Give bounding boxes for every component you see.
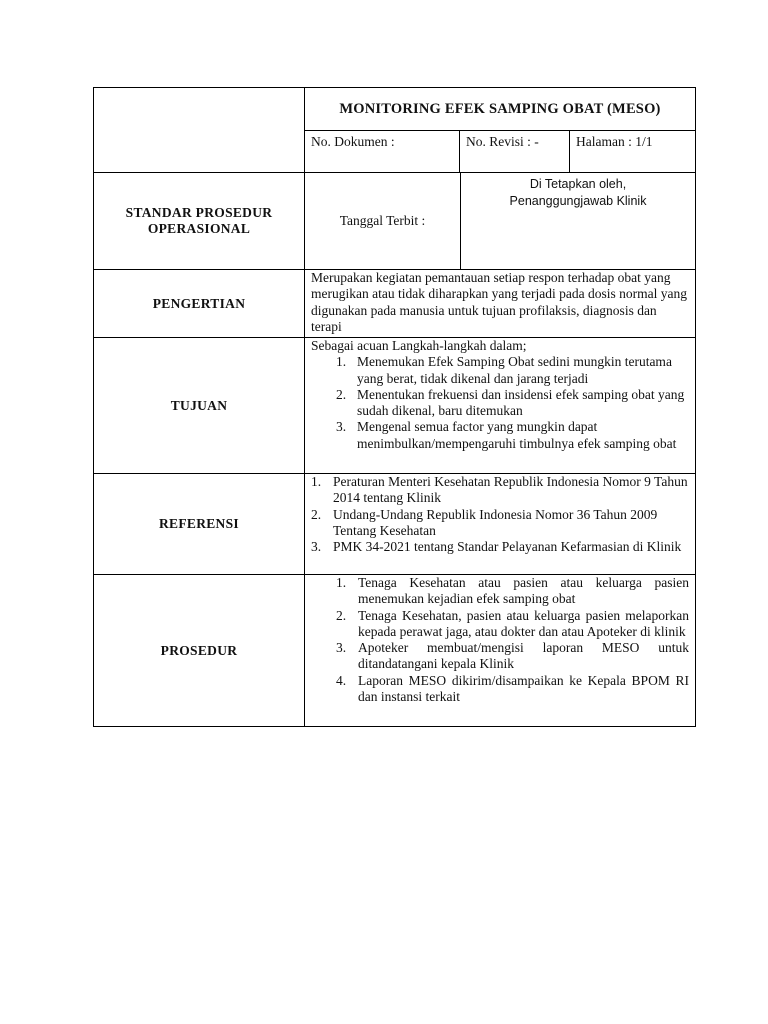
tujuan-cell — [305, 338, 695, 473]
list-text: Peraturan Menteri Kesehatan Republik Indonesia Nomor 9 Tahun 2014 tentang Klinik — [333, 474, 688, 506]
header-cell — [305, 88, 695, 172]
tanggal-terbit: Tanggal Terbit : — [305, 173, 461, 269]
ditetapkan-oleh — [461, 173, 695, 269]
sop-label-line1: STANDAR PROSEDUR — [125, 205, 273, 220]
document-meta — [305, 131, 695, 172]
prosedur-cell — [305, 575, 695, 726]
list-item — [311, 539, 689, 555]
prosedur-row — [94, 574, 695, 726]
referensi-cell — [305, 474, 695, 574]
list-item — [311, 419, 689, 452]
list-text: Apoteker membuat/mengisi laporan MESO untuk ditandatangani kepala Klinik — [358, 640, 689, 672]
referensi-label: REFERENSI — [94, 474, 305, 574]
sop-label-line2: OPERASIONAL — [147, 221, 251, 236]
list-number: 3. — [336, 640, 347, 656]
list-number: 1. — [336, 354, 347, 370]
list-number: 2. — [336, 386, 347, 402]
tujuan-list — [311, 354, 689, 452]
logo-cell — [94, 88, 305, 172]
sop-cell — [305, 173, 695, 269]
list-text: Menentukan frekuensi dan insidensi efek samping obat yang sudah dikenal, baru ditemukan — [357, 386, 685, 419]
prosedur-label: PROSEDUR — [94, 575, 305, 726]
list-item — [311, 474, 689, 507]
list-number: 1. — [311, 474, 322, 489]
sop-table — [93, 87, 696, 727]
list-item — [311, 673, 689, 706]
pengertian-label: PENGERTIAN — [94, 270, 305, 337]
tujuan-row — [94, 337, 695, 473]
list-number: 1. — [336, 575, 347, 590]
tujuan-label: TUJUAN — [94, 338, 305, 473]
referensi-list — [311, 474, 689, 555]
no-revisi: No. Revisi : - — [460, 131, 570, 172]
sop-label — [94, 173, 305, 269]
ditetapkan-line2: Penanggungjawab Klinik — [509, 194, 647, 208]
list-number: 2. — [336, 607, 347, 623]
list-item — [311, 387, 689, 420]
list-text: Mengenal semua factor yang mungkin dapat menimbulkan/mempengaruhi timbulnya efek samping obat — [357, 419, 677, 451]
list-item — [311, 640, 689, 673]
list-number: 3. — [311, 539, 322, 555]
list-text: Laporan MESO dikirim/disampaikan ke Kepala BPOM RI dan instansi terkait — [358, 672, 689, 705]
list-item — [311, 507, 689, 540]
list-text: Undang-Undang Republik Indonesia Nomor 36 Tahun 2009 Tentang Kesehatan — [333, 506, 658, 538]
referensi-row — [94, 473, 695, 574]
list-item — [311, 608, 689, 641]
list-text: PMK 34-2021 tentang Standar Pelayanan Kefarmasian di Klinik — [333, 539, 682, 555]
list-text: Tenaga Kesehatan atau pasien atau keluarga pasien menemukan kejadian efek samping obat — [358, 575, 689, 607]
list-text: Menemukan Efek Samping Obat sedini mungkin terutama yang berat, tidak dikenal dan jarang terjadi — [357, 354, 672, 386]
header-row — [94, 88, 695, 172]
list-item — [311, 575, 689, 608]
list-item — [311, 354, 689, 387]
list-text: Tenaga Kesehatan, pasien atau keluarga pasien melaporkan kepada perawat jaga, atau dokter dan atau Apoteker di klinik — [358, 607, 689, 639]
prosedur-list — [311, 575, 689, 705]
pengertian-text: Merupakan kegiatan pemantauan setiap respon terhadap obat yang merugikan atau tidak diharapkan yang terjadi pada dosis normal yang digunakan pada manusia untuk tujuan profilaksis, diagnosis dan terapi — [311, 270, 688, 334]
no-dokumen: No. Dokumen : — [305, 131, 460, 172]
list-number: 4. — [336, 672, 347, 688]
tujuan-intro: Sebagai acuan Langkah-langkah dalam; — [311, 338, 527, 353]
document-title: MONITORING EFEK SAMPING OBAT (MESO) — [305, 88, 695, 131]
list-number: 2. — [311, 506, 322, 522]
list-number: 3. — [336, 419, 347, 435]
pengertian-row — [94, 269, 695, 337]
halaman: Halaman : 1/1 — [576, 134, 653, 149]
ditetapkan-line1: Di Tetapkan oleh, — [529, 177, 627, 191]
sop-row — [94, 172, 695, 269]
